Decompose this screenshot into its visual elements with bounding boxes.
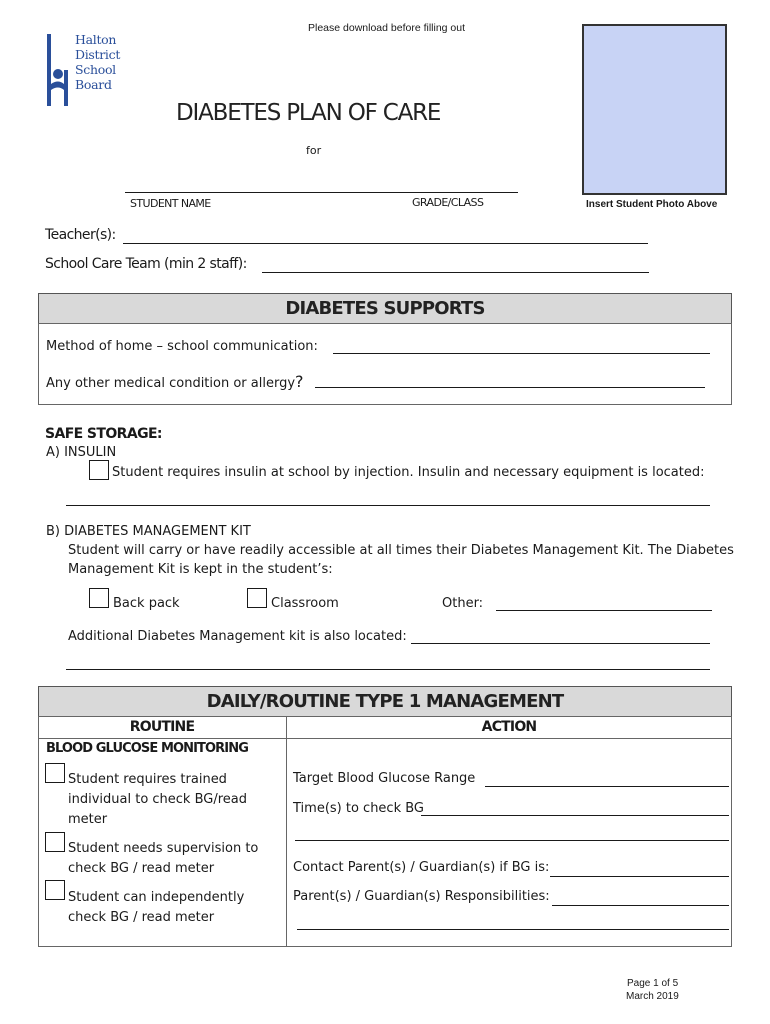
- allergy-field[interactable]: [315, 387, 705, 388]
- routine-column-header: ROUTINE: [129, 719, 195, 735]
- safe-storage-title: SAFE STORAGE:: [45, 426, 162, 442]
- target-bg-field[interactable]: [485, 786, 729, 787]
- trained-individual-text: Student requires trained individual to check BG/read meter: [68, 772, 248, 827]
- care-team-label: School Care Team (min 2 staff):: [45, 256, 247, 272]
- grade-class-label: GRADE/CLASS: [412, 196, 484, 209]
- check-times-field[interactable]: [421, 815, 729, 816]
- page-title: DIABETES PLAN OF CARE: [176, 100, 441, 126]
- other-field[interactable]: [496, 610, 712, 611]
- teacher-field[interactable]: [123, 243, 648, 244]
- kit-text-line-1: Student will carry or have readily accessible at all times their Diabetes Management Kit. The Diabetes: [68, 543, 734, 558]
- backpack-label: Back pack: [113, 596, 180, 611]
- check-times-label: Time(s) to check BG: [293, 801, 425, 816]
- logo-line-2: District: [75, 47, 121, 62]
- independent-checkbox[interactable]: [45, 880, 65, 900]
- insulin-location-field[interactable]: [66, 505, 710, 506]
- check-times-field-2[interactable]: [295, 840, 729, 841]
- teacher-label: Teacher(s):: [45, 227, 116, 243]
- allergy-label: Any other medical condition or allergy?: [46, 372, 304, 391]
- action-column-header: ACTION: [481, 719, 537, 735]
- management-header: DAILY/ROUTINE TYPE 1 MANAGEMENT: [38, 686, 732, 717]
- supervision-checkbox[interactable]: [45, 832, 65, 852]
- target-bg-label: Target Blood Glucose Range: [293, 771, 476, 786]
- care-team-field[interactable]: [262, 272, 649, 273]
- page-number: Page 1 of 5: [627, 978, 679, 989]
- communication-label: Method of home – school communication:: [46, 339, 318, 354]
- school-board-logo: [44, 30, 134, 110]
- kit-heading: B) DIABETES MANAGEMENT KIT: [46, 524, 251, 539]
- classroom-label: Classroom: [271, 596, 339, 611]
- logo-line-4: Board: [75, 77, 112, 92]
- download-note: Please download before filling out: [308, 22, 466, 34]
- additional-kit-field-2[interactable]: [66, 669, 710, 670]
- student-photo-box[interactable]: [582, 24, 727, 195]
- trained-individual-checkbox[interactable]: [45, 763, 65, 783]
- table-header-divider: [38, 738, 732, 739]
- student-name-line[interactable]: [125, 192, 518, 193]
- logo-line-1: Halton: [75, 32, 117, 47]
- logo-mark-icon: [44, 32, 74, 110]
- responsibilities-label: Parent(s) / Guardian(s) Responsibilities:: [293, 889, 550, 904]
- kit-text-line-2: Management Kit is kept in the student’s:: [68, 562, 333, 577]
- responsibilities-field[interactable]: [552, 905, 729, 906]
- contact-parent-label: Contact Parent(s) / Guardian(s) if BG is:: [293, 860, 550, 875]
- table-column-divider: [286, 716, 287, 947]
- for-label: for: [306, 144, 322, 157]
- contact-parent-field[interactable]: [550, 876, 729, 877]
- insulin-checkbox[interactable]: [89, 460, 109, 480]
- insulin-text: Student requires insulin at school by injection. Insulin and necessary equipment is located:: [112, 465, 705, 480]
- insulin-heading: A) INSULIN: [46, 445, 117, 460]
- photo-label: Insert Student Photo Above: [586, 199, 718, 210]
- revision-date: March 2019: [626, 991, 679, 1002]
- supports-box: [38, 323, 732, 405]
- additional-kit-field[interactable]: [411, 643, 710, 644]
- classroom-checkbox[interactable]: [247, 588, 267, 608]
- student-name-label: STUDENT NAME: [130, 197, 211, 210]
- backpack-checkbox[interactable]: [89, 588, 109, 608]
- responsibilities-field-2[interactable]: [297, 929, 729, 930]
- communication-field[interactable]: [333, 353, 710, 354]
- supports-header: DIABETES SUPPORTS: [38, 293, 732, 324]
- other-label: Other:: [442, 596, 484, 611]
- bg-monitoring-label: BLOOD GLUCOSE MONITORING: [46, 741, 248, 756]
- logo-line-3: School: [75, 62, 116, 77]
- additional-kit-label: Additional Diabetes Management kit is also located:: [68, 629, 407, 644]
- independent-text: Student can independently check BG / read meter: [68, 890, 245, 925]
- supervision-text: Student needs supervision to check BG / read meter: [68, 841, 259, 876]
